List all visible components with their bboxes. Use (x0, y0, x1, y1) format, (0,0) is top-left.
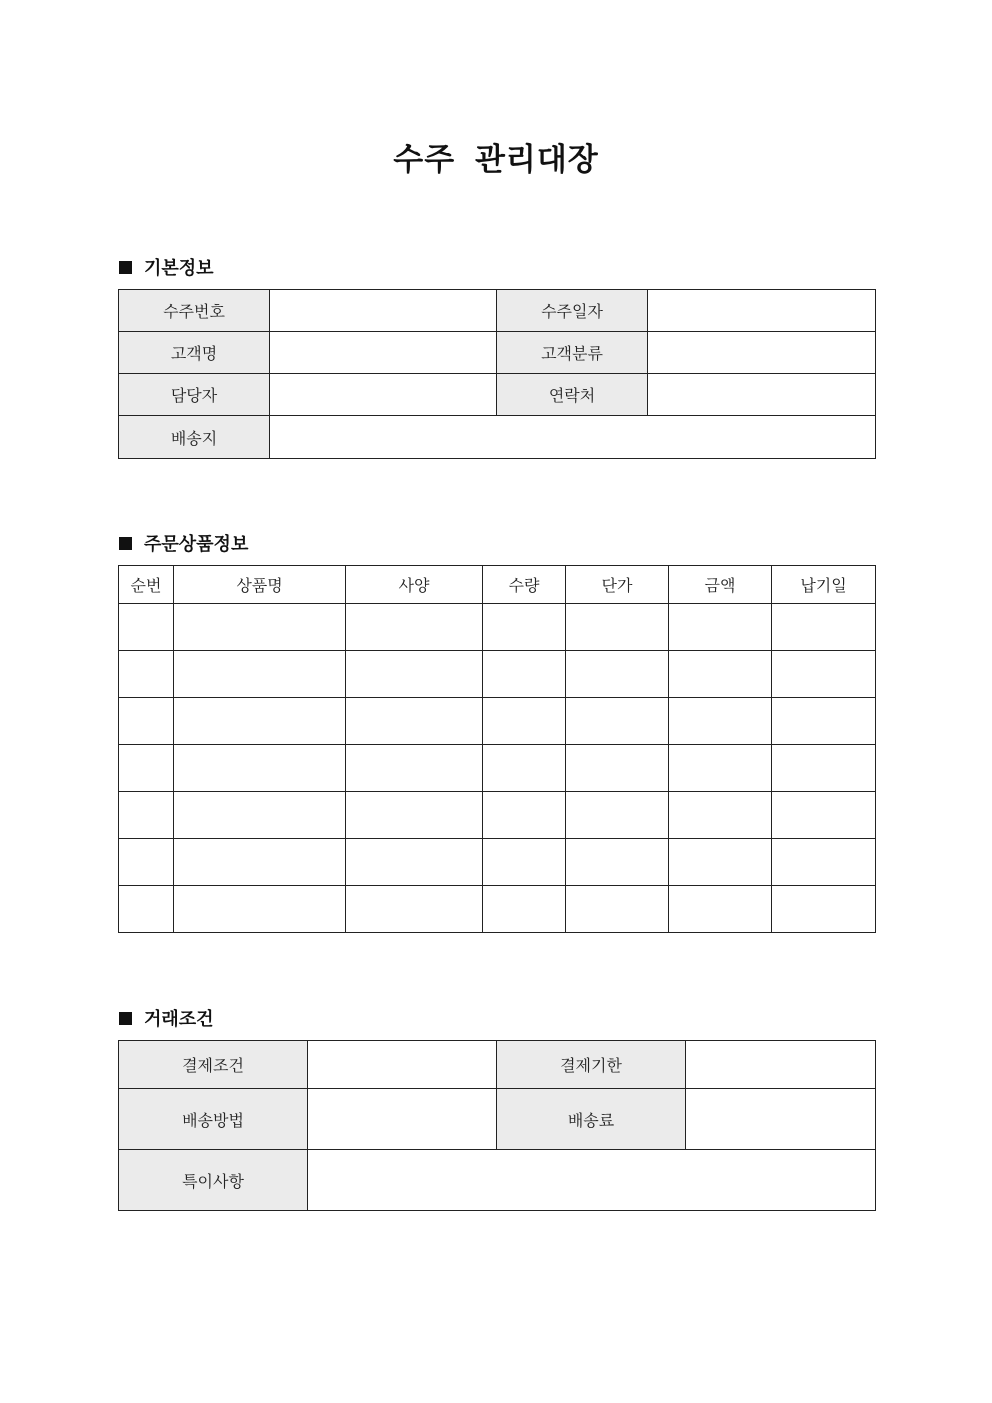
table-cell[interactable] (119, 604, 174, 651)
column-header-amount: 금액 (669, 566, 772, 604)
payment-due-field[interactable] (686, 1041, 876, 1089)
table-row (119, 332, 876, 374)
table-cell[interactable] (483, 745, 566, 792)
table-cell[interactable] (566, 839, 669, 886)
table-cell[interactable] (566, 604, 669, 651)
table-row (119, 886, 876, 933)
table-row (119, 651, 876, 698)
table-cell[interactable] (174, 886, 346, 933)
section-heading-label: 기본정보 (144, 258, 214, 279)
table-cell[interactable] (566, 886, 669, 933)
table-cell[interactable] (174, 745, 346, 792)
contact-label: 연락처 (497, 374, 648, 416)
column-header-no: 순번 (119, 566, 174, 604)
table-cell[interactable] (483, 604, 566, 651)
table-cell[interactable] (772, 886, 876, 933)
column-header-quantity: 수량 (483, 566, 566, 604)
table-cell[interactable] (174, 651, 346, 698)
customer-type-label: 고객분류 (497, 332, 648, 374)
shipping-address-field[interactable] (270, 416, 876, 459)
table-cell[interactable] (346, 839, 483, 886)
table-cell[interactable] (772, 792, 876, 839)
column-header-unit-price: 단가 (566, 566, 669, 604)
table-cell[interactable] (483, 886, 566, 933)
customer-name-label: 고객명 (119, 332, 270, 374)
table-cell[interactable] (346, 651, 483, 698)
order-items-table (118, 565, 876, 933)
table-cell[interactable] (669, 745, 772, 792)
table-cell[interactable] (346, 698, 483, 745)
customer-type-field[interactable] (648, 332, 876, 374)
table-cell[interactable] (346, 886, 483, 933)
order-number-field[interactable] (270, 290, 497, 332)
table-cell[interactable] (119, 839, 174, 886)
shipping-address-label: 배송지 (119, 416, 270, 459)
table-cell[interactable] (669, 839, 772, 886)
table-cell[interactable] (483, 839, 566, 886)
table-cell[interactable] (772, 651, 876, 698)
table-cell[interactable] (566, 651, 669, 698)
table-cell[interactable] (174, 839, 346, 886)
section-heading-terms (119, 1005, 214, 1031)
table-cell[interactable] (669, 886, 772, 933)
table-row (119, 1150, 876, 1211)
table-cell[interactable] (346, 604, 483, 651)
table-row (119, 604, 876, 651)
table-cell[interactable] (483, 792, 566, 839)
table-row (119, 745, 876, 792)
table-cell[interactable] (174, 698, 346, 745)
shipping-fee-field[interactable] (686, 1089, 876, 1150)
table-row (119, 1041, 876, 1089)
manager-field[interactable] (270, 374, 497, 416)
table-cell[interactable] (119, 651, 174, 698)
table-row (119, 290, 876, 332)
table-cell[interactable] (566, 745, 669, 792)
table-row (119, 1089, 876, 1150)
table-cell[interactable] (669, 792, 772, 839)
table-cell[interactable] (483, 651, 566, 698)
table-cell[interactable] (772, 745, 876, 792)
section-heading-label: 주문상품정보 (144, 534, 249, 555)
section-heading-order-items (119, 530, 248, 556)
section-heading-label: 거래조건 (144, 1009, 214, 1030)
square-bullet-icon (119, 537, 132, 550)
table-row (119, 839, 876, 886)
square-bullet-icon (119, 261, 132, 274)
table-cell[interactable] (119, 745, 174, 792)
table-cell[interactable] (119, 886, 174, 933)
order-date-label: 수주일자 (497, 290, 648, 332)
manager-label: 담당자 (119, 374, 270, 416)
section-heading-basic-info (119, 254, 214, 280)
shipping-fee-label: 배송료 (497, 1089, 686, 1150)
table-cell[interactable] (669, 604, 772, 651)
payment-terms-field[interactable] (308, 1041, 497, 1089)
table-cell[interactable] (174, 792, 346, 839)
table-cell[interactable] (772, 698, 876, 745)
payment-due-label: 결제기한 (497, 1041, 686, 1089)
table-cell[interactable] (669, 698, 772, 745)
table-row (119, 416, 876, 459)
table-header-row (119, 566, 876, 604)
table-cell[interactable] (566, 698, 669, 745)
payment-terms-label: 결제조건 (119, 1041, 308, 1089)
shipping-method-label: 배송방법 (119, 1089, 308, 1150)
column-header-spec: 사양 (346, 566, 483, 604)
table-row (119, 792, 876, 839)
remarks-label: 특이사항 (119, 1150, 308, 1211)
table-cell[interactable] (566, 792, 669, 839)
table-cell[interactable] (119, 792, 174, 839)
table-cell[interactable] (346, 745, 483, 792)
customer-name-field[interactable] (270, 332, 497, 374)
column-header-due-date: 납기일 (772, 566, 876, 604)
order-number-label: 수주번호 (119, 290, 270, 332)
remarks-field[interactable] (308, 1150, 876, 1211)
column-header-product-name: 상품명 (174, 566, 346, 604)
shipping-method-field[interactable] (308, 1089, 497, 1150)
table-cell[interactable] (772, 604, 876, 651)
trade-terms-table (118, 1040, 876, 1211)
order-date-field[interactable] (648, 290, 876, 332)
table-cell[interactable] (669, 651, 772, 698)
table-row (119, 374, 876, 416)
page-title: 수주 관리대장 (393, 142, 599, 178)
table-cell[interactable] (772, 839, 876, 886)
table-cell[interactable] (174, 604, 346, 651)
table-cell[interactable] (346, 792, 483, 839)
basic-info-table (118, 289, 876, 459)
table-cell[interactable] (483, 698, 566, 745)
table-row (119, 698, 876, 745)
table-cell[interactable] (119, 698, 174, 745)
contact-field[interactable] (648, 374, 876, 416)
square-bullet-icon (119, 1012, 132, 1025)
